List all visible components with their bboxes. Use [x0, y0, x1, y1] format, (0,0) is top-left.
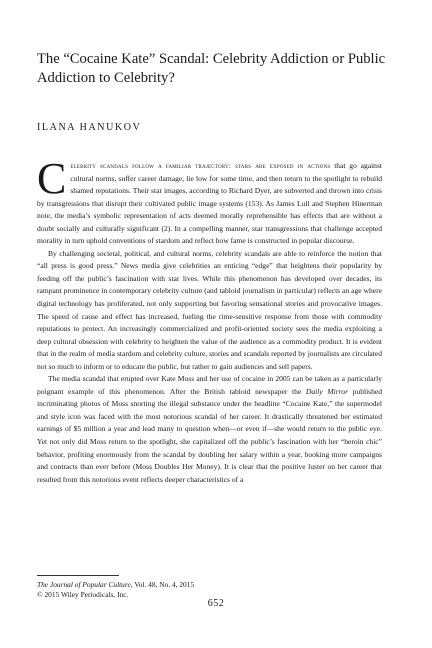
copyright-line: © 2015 Wiley Periodicals, Inc.: [37, 590, 129, 599]
article-body: [37, 154, 383, 486]
paragraph-1: [37, 154, 382, 248]
paragraph-3-text-b: published incriminating photos of Moss snorting the illegal substance under the headline “Cocaine Kate,” the supermodel and style icon was faced with the most notorious scandal of her career. It drastically threatened her estimated earnings of $5 million a year and lead many to question when—or even if—she would return to the public eye. Yet not only did Moss return to the spotlight, she capitalized off the public’s fascination with her “heroin chic” behavior, profiting enormously from the scandal by doubling her salary within a year, booking more campaigns and contracts than ever before (Moss Doubles Her Money). It is clear that the positive luster on her career that resulted from this notorious event reflects deeper characteristics of a: [37, 386, 383, 484]
lead-in-small-caps: elebrity scandals follow a familiar trajectory: stars are exposed in actions: [70, 161, 331, 170]
journal-citation: [37, 580, 194, 590]
page-number: 652: [207, 598, 225, 609]
paragraph-3-text-a: The media scandal that erupted over Kate Moss and her use of cocaine in 2005 can be taken as a particularly poignant example of this phenomenon. After the British tabloid newspaper the: [37, 374, 382, 396]
paragraph-2: By challenging societal, political, and cultural norms, celebrity scandals are able to reinforce the notion that “all press is good press.” News media give celebrities an enticing “edge” that heightens their popularity by feeding off the public’s fascination with star lives. While this phenomenon has developed over decades, its rampant prominence in contemporary celebrity culture (and tabloid journalism in particular) reflects an age where digital technology has proliferated, not only supporting but favoring sensational stories and provocative images. The speed of cause and effect has increased, fueling the rime-sensitive response from those with commodity reputations to protect. An increasingly commercialized and profit-oriented society sees the media exploiting a deep cultural obsession with celebrity to heighten the value of the audience as a commodity product. It is evident that in the realm of media stardom and celebrity culture, stories and scandals reported by journalists are circulated not so much to inform or to educate the public, but rather to gain audiences and sell papers.: [37, 248, 382, 371]
paragraph-3: [37, 373, 382, 486]
newspaper-name: Daily Mirror: [305, 386, 349, 396]
footnote-rule: [37, 575, 119, 576]
journal-issue: , Vol. 48, No. 4, 2015: [130, 580, 195, 589]
author-name: ILANA HANUKOV: [37, 122, 142, 133]
paragraph-1-text: that go against cultural norms, suffer career damage, lie low for some time, and then return to the spotlight to rebuild shamed reputations. Their star images, according to Richard Dyer, are subverted and thrown into crisis by transgressions that disrupt their cultivated public image systems (153). As James Lull and Stephen Hinerman note, the media’s symbolic representation of acts deemed morally reprehensible has effects that are without a doubt socially and culturally significant (2). In a compelling manner, star transgressions that challenge accepted morality in turn uphold conventions of stardom and reflect how fame is constructed in popular discourse.: [37, 161, 382, 246]
article-title: The “Cocaine Kate” Scandal: Celebrity Addiction or Public Addiction to Celebrity?: [37, 51, 386, 86]
drop-cap: C: [37, 154, 67, 203]
journal-name: The Journal of Popular Culture: [37, 580, 131, 589]
